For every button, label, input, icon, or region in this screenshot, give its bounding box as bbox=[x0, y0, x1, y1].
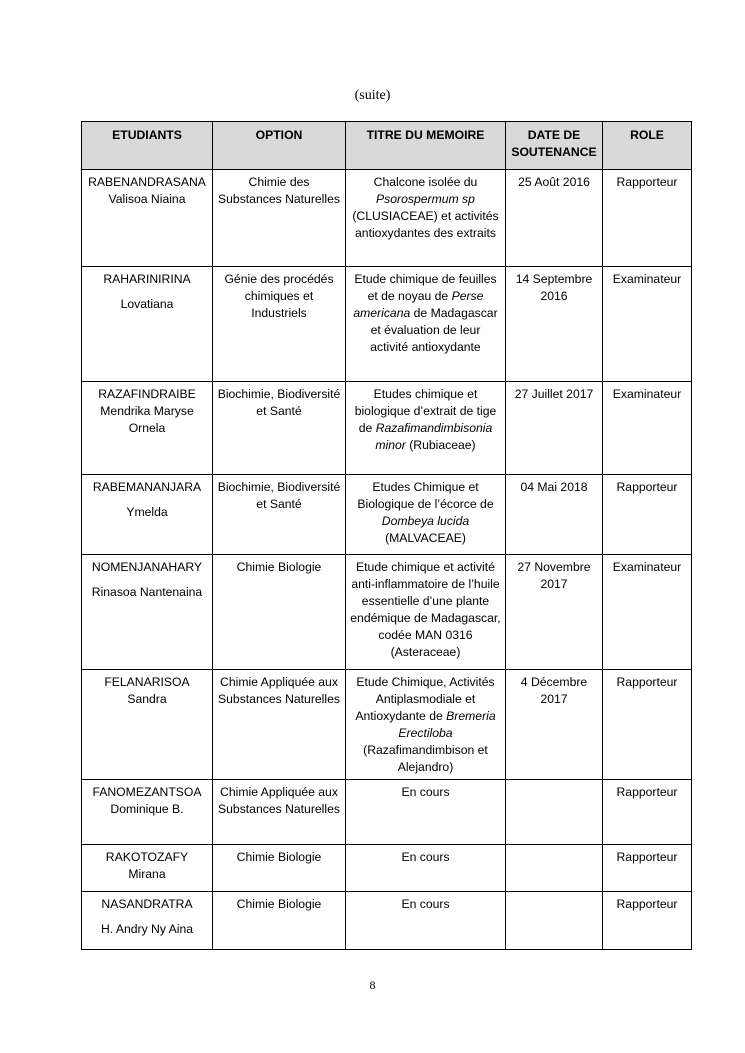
student-cell bbox=[82, 892, 213, 950]
titre-text: Etude chimique de feuilles et de noyau de bbox=[354, 272, 497, 303]
option-cell: Chimie Biologie bbox=[213, 892, 346, 950]
species-name: Perse americana bbox=[353, 289, 484, 320]
student-surname: RABENANDRASANA bbox=[88, 175, 206, 189]
date-cell: 14 Septembre 2016 bbox=[506, 267, 603, 382]
date-cell bbox=[506, 892, 603, 950]
role-cell: Rapporteur bbox=[603, 845, 692, 892]
titre-text: (Rubiaceae) bbox=[405, 438, 476, 452]
student-firstname: Lovatiana bbox=[120, 297, 174, 311]
student-surname: NOMENJANAHARY bbox=[91, 560, 203, 574]
student-cell bbox=[82, 845, 213, 892]
table-row bbox=[82, 382, 692, 475]
option-cell: Génie des procédés chimiques et Industriels bbox=[213, 267, 346, 382]
table-row bbox=[82, 555, 692, 670]
student-surname: RAKOTOZAFY bbox=[105, 850, 189, 864]
role-cell: Examinateur bbox=[603, 267, 692, 382]
date-cell: 27 Juillet 2017 bbox=[506, 382, 603, 475]
page-number: 8 bbox=[369, 978, 376, 992]
role-cell: Rapporteur bbox=[603, 670, 692, 780]
titre-cell bbox=[346, 267, 506, 382]
option-cell: Chimie Appliquée aux Substances Naturelles bbox=[213, 780, 346, 845]
titre-cell bbox=[346, 170, 506, 267]
student-cell bbox=[82, 475, 213, 555]
species-name: Razafimandimbisonia minor bbox=[375, 421, 493, 452]
titre-text: En cours bbox=[401, 897, 450, 911]
student-firstname: Rinasoa Nantenaina bbox=[91, 585, 203, 599]
date-cell: 4 Décembre 2017 bbox=[506, 670, 603, 780]
species-name: Dombeya lucida bbox=[381, 514, 470, 528]
option-cell: Chimie des Substances Naturelles bbox=[213, 170, 346, 267]
role-cell: Rapporteur bbox=[603, 170, 692, 267]
header-etudiants: ETUDIANTS bbox=[82, 122, 213, 170]
titre-text: Etudes chimique et biologique d’extrait de tige de bbox=[354, 387, 497, 435]
titre-text: Chalcone isolée du bbox=[373, 175, 478, 189]
role-cell: Rapporteur bbox=[603, 475, 692, 555]
student-cell bbox=[82, 780, 213, 845]
student-firstname: Ymelda bbox=[126, 505, 168, 519]
option-cell: Chimie Biologie bbox=[213, 555, 346, 670]
titre-cell bbox=[346, 892, 506, 950]
titre-cell bbox=[346, 780, 506, 845]
student-surname: FELANARISOA bbox=[104, 675, 190, 689]
titre-cell bbox=[346, 555, 506, 670]
titre-text: Etude Chimique, Activités Antiplasmodiale et Antioxydante de bbox=[355, 675, 495, 723]
student-firstname: Mendrika Maryse Ornela bbox=[100, 404, 194, 435]
option-cell: Chimie Appliquée aux Substances Naturelles bbox=[213, 670, 346, 780]
table-row bbox=[82, 892, 692, 950]
student-firstname: H. Andry Ny Aina bbox=[100, 922, 194, 936]
header-role: ROLE bbox=[603, 122, 692, 170]
date-cell bbox=[506, 845, 603, 892]
role-cell: Examinateur bbox=[603, 382, 692, 475]
student-surname: FANOMEZANTSOA bbox=[92, 785, 202, 799]
student-firstname: Dominique B. bbox=[110, 802, 184, 816]
titre-text: En cours bbox=[401, 785, 450, 799]
titre-text: (Razafimandimbison et Alejandro) bbox=[363, 743, 488, 774]
role-cell: Examinateur bbox=[603, 555, 692, 670]
student-cell bbox=[82, 382, 213, 475]
student-surname: NASANDRATRA bbox=[101, 897, 193, 911]
species-name: Psorospermum sp bbox=[376, 192, 475, 206]
table-header-row bbox=[82, 122, 692, 170]
student-cell bbox=[82, 170, 213, 267]
student-cell bbox=[82, 670, 213, 780]
student-surname: RAHARINIRINA bbox=[103, 272, 191, 286]
species-name: Bremeria Erectiloba bbox=[398, 709, 496, 740]
titre-text: Etudes Chimique et Biologique de l’écorce de bbox=[357, 480, 494, 511]
option-cell: Chimie Biologie bbox=[213, 845, 346, 892]
date-cell: 27 Novembre 2017 bbox=[506, 555, 603, 670]
titre-text: de Madagascar et évaluation de leur activité antioxydante bbox=[370, 306, 498, 354]
table-body bbox=[82, 170, 692, 950]
continuation-label: (suite) bbox=[354, 88, 391, 103]
date-cell bbox=[506, 780, 603, 845]
header-option: OPTION bbox=[213, 122, 346, 170]
option-cell: Biochimie, Biodiversité et Santé bbox=[213, 475, 346, 555]
titre-text: (CLUSIACEAE) et activités antioxydantes des extraits bbox=[352, 209, 499, 240]
option-cell: Biochimie, Biodiversité et Santé bbox=[213, 382, 346, 475]
student-cell bbox=[82, 267, 213, 382]
role-cell: Rapporteur bbox=[603, 780, 692, 845]
table-row bbox=[82, 170, 692, 267]
table-row bbox=[82, 475, 692, 555]
date-cell: 25 Août 2016 bbox=[506, 170, 603, 267]
titre-text: Etude chimique et activité anti-inflammatoire de l’huile essentielle d’une plante endémique de Madagascar, codée MAN 0316 (Asteraceae) bbox=[350, 560, 501, 659]
student-surname: RABEMANANJARA bbox=[92, 480, 202, 494]
header-date-line2: SOUTENANCE bbox=[511, 145, 597, 159]
titre-cell bbox=[346, 475, 506, 555]
student-firstname: Sandra bbox=[127, 692, 167, 706]
titre-cell bbox=[346, 382, 506, 475]
titre-text: (MALVACEAE) bbox=[385, 531, 466, 545]
titre-text: En cours bbox=[401, 850, 450, 864]
titre-cell bbox=[346, 845, 506, 892]
student-firstname: Mirana bbox=[128, 867, 166, 881]
memoires-table bbox=[81, 121, 692, 950]
student-firstname: Valisoa Niaina bbox=[108, 192, 186, 206]
table-row bbox=[82, 267, 692, 382]
table-row bbox=[82, 780, 692, 845]
role-cell: Rapporteur bbox=[603, 892, 692, 950]
header-titre: TITRE DU MEMOIRE bbox=[346, 122, 506, 170]
header-date-line1: DATE DE bbox=[527, 128, 581, 142]
date-cell: 04 Mai 2018 bbox=[506, 475, 603, 555]
student-cell bbox=[82, 555, 213, 670]
titre-cell bbox=[346, 670, 506, 780]
table-row bbox=[82, 845, 692, 892]
header-date bbox=[506, 122, 603, 170]
table-row bbox=[82, 670, 692, 780]
student-surname: RAZAFINDRAIBE bbox=[98, 387, 196, 401]
